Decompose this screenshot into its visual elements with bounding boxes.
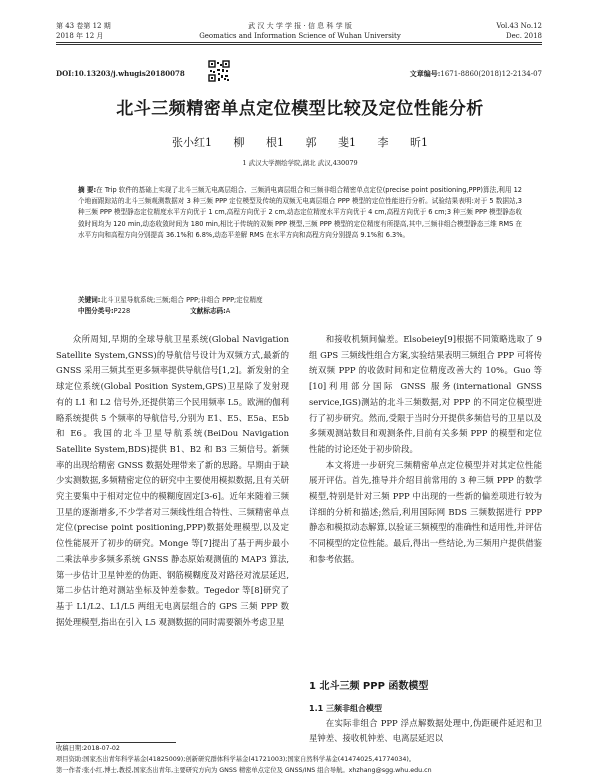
article-id-label: 文章编号:	[409, 69, 441, 78]
doi: DOI:10.13203/j.whugis20180078	[56, 69, 185, 78]
keywords	[78, 295, 522, 317]
footnote-author: 第一作者:张小红,博士,教授,国家杰出青年,主要研究方向为 GNSS 精密单点定位及 GNSS/INS 组合导航。xhzhang@sgg.whu.edu.cn	[56, 767, 432, 774]
body-right-column-tail	[309, 716, 542, 745]
author-name: 郭 斐1	[305, 136, 356, 149]
author-name: 李 昕1	[377, 136, 428, 149]
body-paragraph: 和接收机频间偏差。Elsobeiey[9]根据不同策略选取了 9 组 GPS 三频线性组合方案,实验结果表明三频组合 PPP 可将传统双频 PPP 的收敛时间和定位精度改善大约 10%。Guo 等[10]利用部分国际 GNSS 服务(international GNSS service,IGS)测站的北斗三频数据,对 PPP 的不同定位模型进行了初步研究。然而,受限于当时分开提供多频信号的卫星以及多频观测站数目和观测条件,目前有关多频 PPP 的模型和定位性能的讨论还处于初步阶段。	[309, 334, 542, 454]
article-id-value: 1671-8860(2018)12-2134-07	[440, 70, 542, 78]
journal-volume: 第 43 卷第 12 期	[56, 22, 111, 30]
clc-label: 中图分类号:	[78, 307, 114, 315]
paper-title: 北斗三频精密单点定位模型比较及定位性能分析	[116, 99, 484, 119]
footnote-fund: 项目资助:国家杰出青年科学基金(41825009);创新研究群体科学基金(41721003);国家自然科学基金(41474025,41774034)。	[56, 756, 416, 763]
doc-code-label: 文献标志码:	[190, 307, 226, 315]
qr-code-icon	[208, 60, 230, 82]
footnote-rule	[56, 742, 176, 743]
journal-volume-en: Vol.43 No.12	[496, 22, 542, 30]
journal-name-cn: 武 汉 大 学 学 报 · 信 息 科 学 版	[248, 22, 352, 30]
author-list	[0, 134, 600, 150]
journal-date: 2018 年 12 月	[56, 32, 104, 40]
body-paragraph: 本文将进一步研究三频精密单点定位模型并对其定位性能展开评估。首先,推导并介绍目前常用的 3 种三频 PPP 的数学模型,特别是针对三频 PPP 中出现的一些新的偏差项进行较为详细的分析和描述;然后,利用国际网 BDS 三频数据进行 PPP 静态和模拟动态解算,以验证三频模型的准确性和适用性,并评估不同模型的定位性能。最后,得出一些结论,为三频用户提供借鉴和参考依据。	[309, 459, 542, 564]
body-paragraph: 在实际非组合 PPP 浮点解数据处理中,伪距硬件延迟和卫星钟差、接收机钟差、电离层延迟以	[309, 718, 542, 743]
doc-code-value: A	[225, 307, 231, 315]
body-left-column	[56, 332, 289, 630]
body-right-column	[309, 332, 542, 568]
clc-value: P228	[113, 307, 131, 315]
subsection-heading: 1.1 三频非组合模型	[309, 704, 382, 713]
abstract-label: 摘 要:	[78, 186, 97, 194]
header-rule	[56, 42, 542, 43]
author-name: 柳 根1	[233, 136, 284, 149]
abstract-text: 在 Trip 软件的基础上实现了北斗三频无电离层组合、三频消电离层组合和三频非组合精密单点定位(precise point positioning,PPP)算法,利用 12 个地面跟踪站的北斗三频观测数据对 3 种三频 PPP 定位模型及传统的双频无电离层组合 PPP 模型的定位性能进行分析。试验结果表明:对于 5 数据站,3 种三频 PPP 模型静态定位精度水平方向优于 1 cm,高程方向优于 2 cm,动态定位精度水平方向优于 4 cm,高程方向优于 6 cm;3 种三频 PPP 模型静态收敛时间均为 120 min,动态收敛时间为 180 min,相比于传统的双频 PPP 模型,三频 PPP 模型的定位精度有所提高,其中,三频非组合模型静态三维 RMS 在水平方向和高程方向分别提高 36.1%和 6.8%,动态平差解 RMS 在水平方向和高程方向分别提高 9.1%和 6.3%。	[78, 186, 522, 239]
keywords-label: 关键词:	[78, 296, 101, 304]
author-name: 张小红1	[172, 136, 212, 149]
keywords-text: 北斗卫星导航系统;三频;组合 PPP;非组合 PPP;定位精度	[100, 296, 263, 304]
journal-name-en: Geomatics and Information Science of Wuhan University	[199, 32, 401, 40]
journal-date-en: Dec. 2018	[506, 32, 542, 40]
article-id	[340, 69, 542, 79]
section-heading: 1 北斗三频 PPP 函数模型	[309, 681, 429, 692]
affiliation: 1 武汉大学测绘学院,湖北 武汉,430079	[242, 159, 358, 167]
body-paragraph: 众所周知,早期的全球导航卫星系统(Global Navigation Satellite System,GNSS)的导航信号设计为双频方式,最新的 GNSS 采用三频其至更多频率提供导航信号[1,2]。新发射的全球定位系统(Global Position System,GPS)卫星除了发射现有的 L1 和 L2 信号外,还提供第三个民用频率 L5。欧洲的伽利略系统提供 5 个频率的导航信号,分别为 E1、E5、E5a、E5b 和 E6。我国的北斗卫星导航系统(BeiDou Navigation Satellite System,BDS)提供 B1、B2 和 B3 三频信号。新频率的出现给精密 GNSS 数据处理带来了新的思路。早期由于缺少实测数据,多频精密定位的研究中主要使用模拟数据,且有关研究主要集中于相对定位中的模糊度固定[3-6]。近年来随着三频卫星的逐渐增多,不少学者对三频线性组合特性、三频精密单点定位(precise point positioning,PPP)数据处理模型,以及定位性能展开了初步的研究。Monge 等[7]提出了基于两步最小二乘法单步多频多系统 GNSS 静态原始观测值的 MAP3 算法,第一步估计卫星钟差的伪距、钢筋模糊度及对路径对流层延迟,第二步估计绝对测站坐标及钟差参数。Tegedor 等[8]研究了基于 L1/L2、L1/L5 两组无电离层组合的 GPS 三频 PPP 数据处理模型,指出在引入 L5 观测数据的同时需要额外考虑卫星	[56, 334, 289, 627]
footnote-received: 收稿日期:2018-07-02	[56, 745, 120, 752]
header-rule-thin	[56, 44, 542, 45]
abstract	[78, 185, 522, 241]
